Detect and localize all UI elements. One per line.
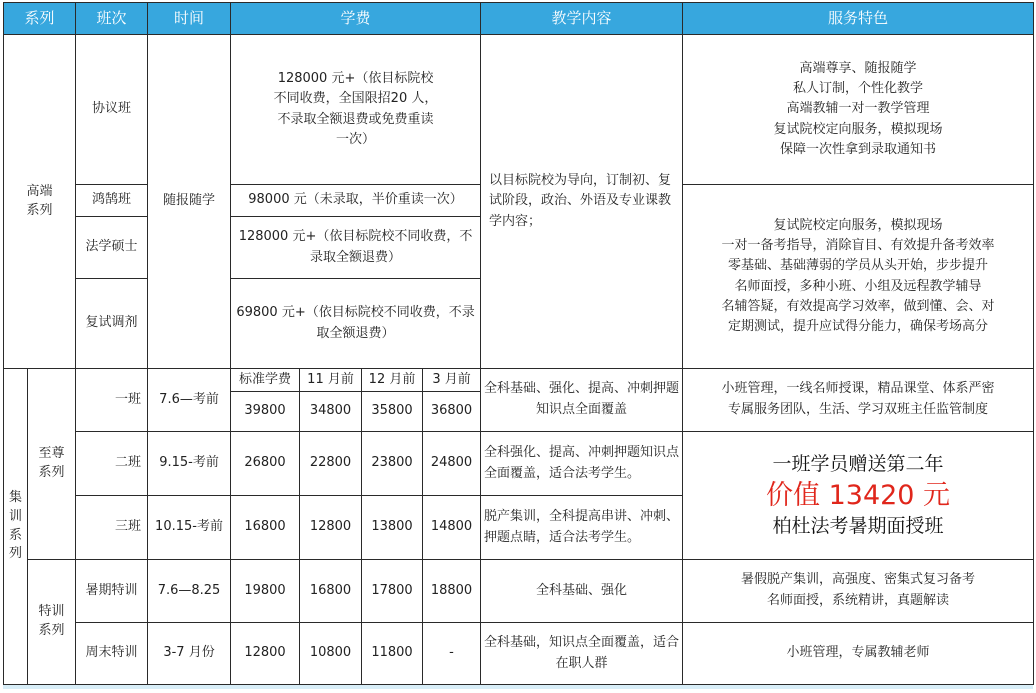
content-cell: 全科基础，知识点全面覆盖，适合在职人群: [481, 623, 683, 685]
bottom-strip: [3, 685, 1033, 689]
table-row: [4, 623, 1034, 685]
fee-cell: 128000 元+（依目标院校 不同收费，全国限招20 人， 不录取全额退费或免费重读 一次）: [231, 35, 481, 185]
course-table: [3, 2, 1034, 685]
promo-line: 一班学员赠送第二年: [772, 453, 944, 476]
time-cell: 7.6—考前: [148, 369, 231, 432]
class-name: 法学硕士: [76, 217, 148, 279]
table-row: [4, 35, 1034, 185]
fee-value: 12800: [300, 496, 362, 560]
service-cell: 高端尊享、随报随学 私人订制，个性化教学 高端教辅一对一教学管理 复试院校定向服务，模拟现场 保障一次性拿到录取通知书: [683, 35, 1034, 185]
promo-value: 价值 13420 元: [766, 479, 951, 511]
fee-value: 19800: [231, 560, 300, 623]
header-series: 系列: [4, 3, 76, 35]
service-cell: 小班管理，一线名师授课，精品课堂、体系严密 专属服务团队，生活、学习双班主任监管制度: [683, 369, 1034, 432]
class-name: 协议班: [76, 35, 148, 185]
fee-value: 36800: [423, 392, 481, 432]
fee-header: 标准学费: [231, 369, 300, 392]
class-name: 复试调剂: [76, 279, 148, 369]
fee-value: 13800: [362, 496, 423, 560]
class-name: 二班: [76, 432, 148, 496]
table-row: [4, 369, 1034, 392]
fee-value: 34800: [300, 392, 362, 432]
fee-value: 23800: [362, 432, 423, 496]
service-cell: 暑假脱产集训，高强度、密集式复习备考 名师面授，系统精讲，真题解读: [683, 560, 1034, 623]
time-cell: 7.6—8.25: [148, 560, 231, 623]
table-row: [4, 560, 1034, 623]
fee-value: 12800: [231, 623, 300, 685]
fee-cell: 98000 元（未录取，半价重读一次）: [231, 185, 481, 217]
promo-line: 柏杜法考暑期面授班: [772, 515, 944, 538]
fee-value: 16800: [300, 560, 362, 623]
header-fee: 学费: [231, 3, 481, 35]
subseries-zhizun: 至尊 系列: [28, 369, 76, 560]
promo-cell: [683, 432, 1034, 560]
header-content: 教学内容: [481, 3, 683, 35]
header-service: 服务特色: [683, 3, 1034, 35]
fee-value: 18800: [423, 560, 481, 623]
class-name: 周末特训: [76, 623, 148, 685]
fee-value: 14800: [423, 496, 481, 560]
fee-header: 11 月前: [300, 369, 362, 392]
content-cell: 全科基础、强化、提高、冲刺押题知识点全面覆盖: [481, 369, 683, 432]
content-cell: 全科基础、强化: [481, 560, 683, 623]
fee-cell: 69800 元+（依目标院校不同收费，不录取全额退费）: [231, 279, 481, 369]
fee-value: 39800: [231, 392, 300, 432]
fee-value: 24800: [423, 432, 481, 496]
fee-value: -: [423, 623, 481, 685]
fee-cell: 128000 元+（依目标院校不同收费，不录取全额退费）: [231, 217, 481, 279]
header-row: [4, 3, 1034, 35]
fee-value: 35800: [362, 392, 423, 432]
service-cell: 小班管理，专属教辅老师: [683, 623, 1034, 685]
content-cell: 以目标院校为导向，订制初、复试阶段，政治、外语及专业课教学内容；: [481, 35, 683, 369]
series-gaoduan: 高端 系列: [4, 35, 76, 369]
content-cell: 脱产集训，全科提高串讲、冲刺、押题点睛，适合法考学生。: [481, 496, 683, 560]
time-cell: 10.15-考前: [148, 496, 231, 560]
header-class: 班次: [76, 3, 148, 35]
fee-value: 22800: [300, 432, 362, 496]
series-jixun: 集 训 系 列: [4, 369, 28, 685]
fee-value: 16800: [231, 496, 300, 560]
class-name: 暑期特训: [76, 560, 148, 623]
fee-header: 3 月前: [423, 369, 481, 392]
time-cell: 3-7 月份: [148, 623, 231, 685]
fee-value: 26800: [231, 432, 300, 496]
service-cell: 复试院校定向服务，模拟现场 一对一备考指导，消除盲目、有效提升备考效率 零基础、基础薄弱的学员从头开始，步步提升 名师面授，多种小班、小组及远程教学辅导 名辅答疑，有效提高学习效率，做到懂、会、对 定期测试，提升应试得分能力，确保考场高分: [683, 185, 1034, 369]
table-row: [4, 432, 1034, 496]
fee-value: 17800: [362, 560, 423, 623]
class-name: 鸿鹄班: [76, 185, 148, 217]
class-name: 一班: [76, 369, 148, 432]
time-cell: 9.15-考前: [148, 432, 231, 496]
class-name: 三班: [76, 496, 148, 560]
fee-value: 11800: [362, 623, 423, 685]
fee-value: 10800: [300, 623, 362, 685]
subseries-texun: 特训 系列: [28, 560, 76, 685]
time-cell: 随报随学: [148, 35, 231, 369]
content-cell: 全科强化、提高、冲刺押题知识点全面覆盖，适合法考学生。: [481, 432, 683, 496]
fee-header: 12 月前: [362, 369, 423, 392]
header-time: 时间: [148, 3, 231, 35]
